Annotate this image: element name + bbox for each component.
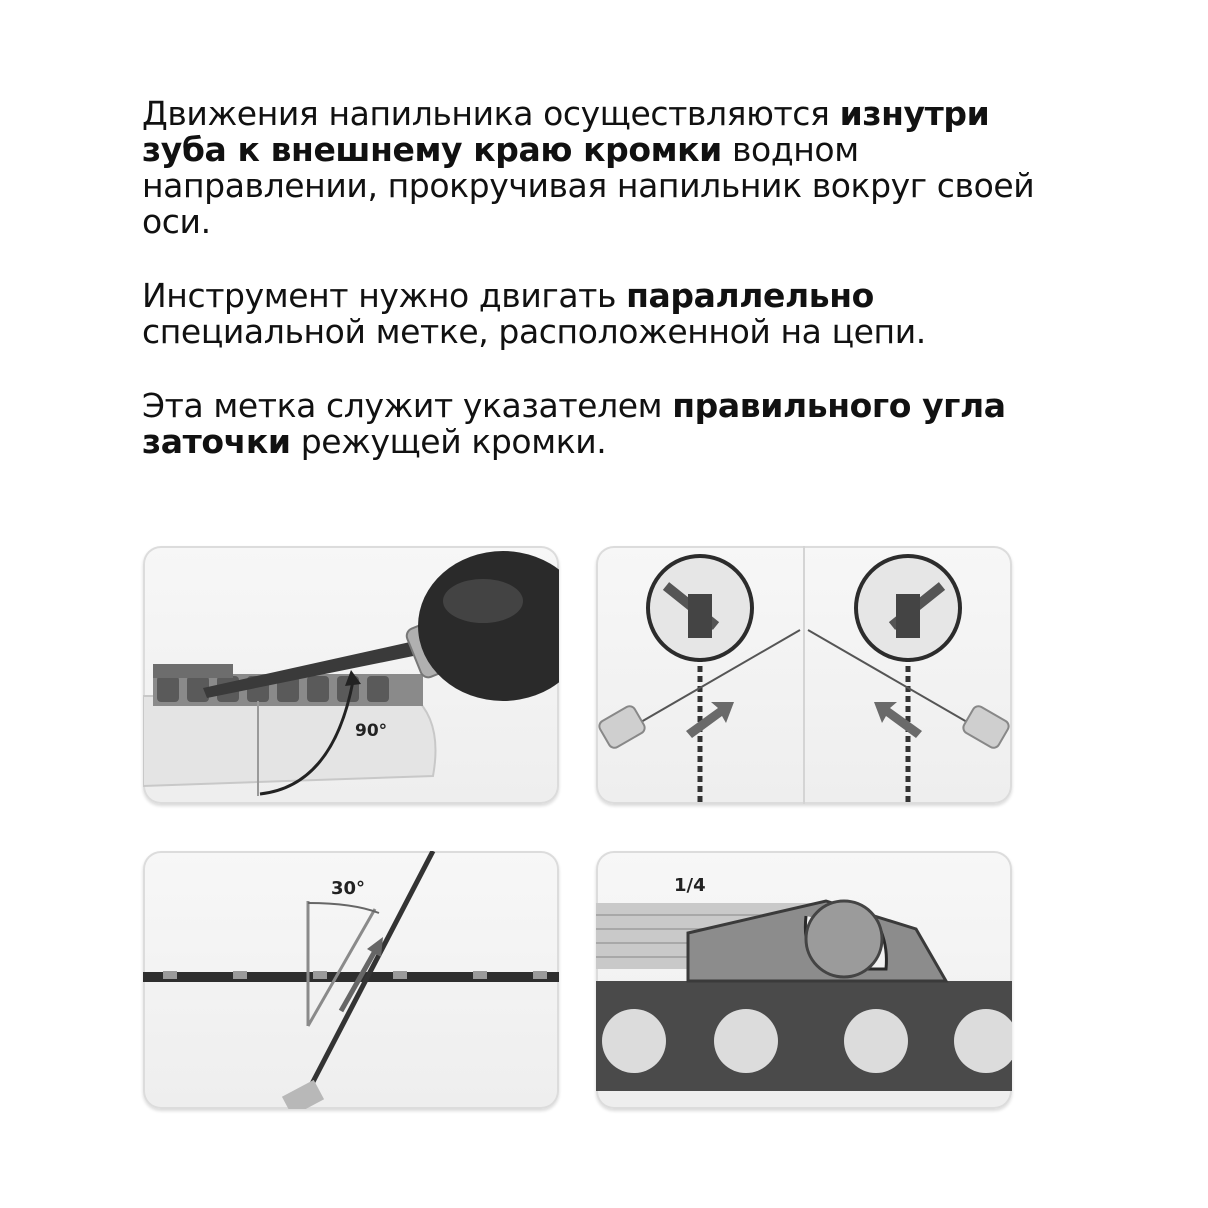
paragraph-3 [142, 388, 1082, 460]
paragraph-1-part-3: водном направлении, прокручивая напильник вокруг своей оси. [142, 130, 1035, 241]
angle-30-label: 30° [331, 878, 366, 899]
file-90-degree-drawing [143, 546, 559, 804]
file-30-degree-drawing [143, 851, 559, 1109]
paragraph-2-part-1: Инструмент нужно двигать [142, 276, 627, 315]
paragraph-1 [142, 96, 1082, 240]
paragraph-3-part-1: Эта метка служит указателем [142, 386, 673, 425]
paragraph-2-part-3: специальной метке, расположенной на цепи. [142, 312, 926, 351]
paragraph-3-part-3: режущей кромки. [290, 422, 607, 461]
depth-quarter-label: 1/4 [674, 875, 706, 896]
illustration-file-depth [596, 851, 1012, 1109]
file-depth-drawing [596, 851, 1012, 1109]
paragraph-2 [142, 278, 1082, 350]
angle-90-label: 90° [355, 721, 388, 741]
instructions-text [142, 96, 1082, 498]
paragraph-1-part-1: Движения напильника осуществляются [142, 94, 840, 133]
illustration-90-degree [143, 546, 559, 804]
illustration-30-degree [143, 851, 559, 1109]
illustration-file-direction [596, 546, 1012, 804]
file-direction-drawing [596, 546, 1012, 804]
paragraph-3-part-2: правильного угла заточки [142, 386, 1006, 461]
paragraph-2-part-2: параллельно [626, 276, 874, 315]
paragraph-1-part-2: изнутри зуба к внешнему краю кромки [142, 94, 990, 169]
